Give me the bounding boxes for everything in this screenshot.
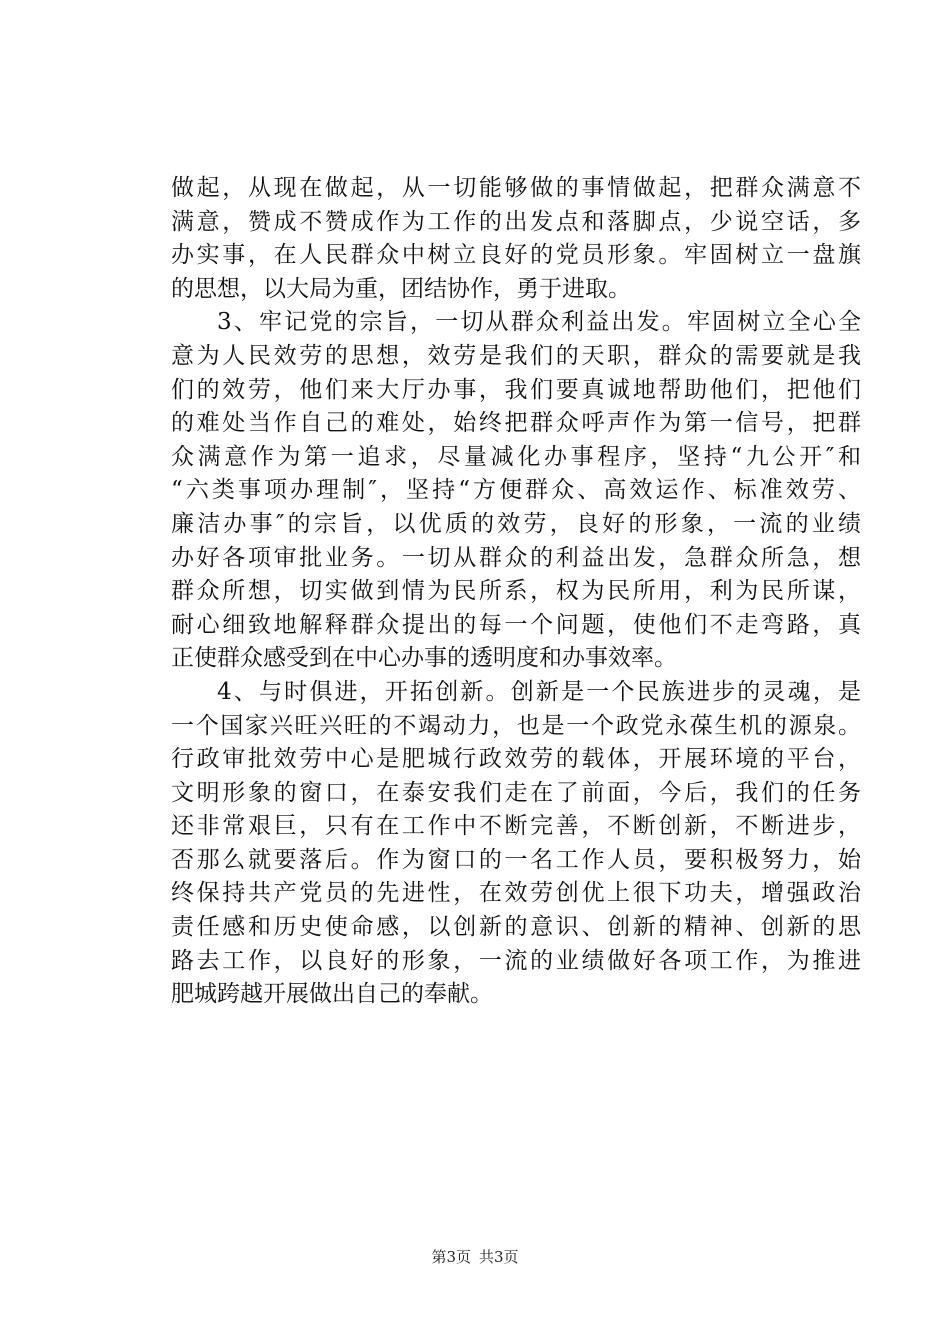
text-line: 终保持共产党员的先进性，在效劳创优上很下功夫，增强政治 [171, 880, 861, 907]
page-total: 共3页 [479, 1248, 519, 1266]
text-line: 路去工作，以良好的形象，一流的业绩做好各项工作，为推进 [171, 947, 861, 974]
text-line: 的难处当作自己的难处，始终把群众呼声作为第一信号，把群 [171, 410, 861, 437]
text-line: 的思想，以大局为重，团结协作，勇于进取。 [171, 275, 631, 302]
document-body [171, 172, 861, 1012]
text-line: 意为人民效劳的思想，效劳是我们的天职，群众的需要就是我 [171, 342, 861, 369]
page-number: 第3页 [431, 1248, 471, 1266]
text-line: “六类事项办理制″，坚持“方便群众、高效运作、标准效劳、 [171, 477, 861, 504]
text-line: 文明形象的窗口，在泰安我们走在了前面，今后，我们的任务 [171, 779, 861, 806]
text-line: 满意，赞成不赞成作为工作的出发点和落脚点，少说空话，多 [171, 208, 861, 235]
text-line: 否那么就要落后。作为窗口的一名工作人员，要积极努力，始 [171, 846, 861, 873]
text-line: 办好各项审批业务。一切从群众的利益出发，急群众所急，想 [171, 544, 861, 571]
text-line: 行政审批效劳中心是肥城行政效劳的载体，开展环境的平台， [171, 746, 861, 773]
text-line: 廉洁办事″的宗旨，以优质的效劳，良好的形象，一流的业绩 [171, 510, 861, 537]
text-line: 群众所想，切实做到情为民所系，权为民所用，利为民所谋， [171, 578, 861, 605]
text-line: 做起，从现在做起，从一切能够做的事情做起，把群众满意不 [171, 175, 861, 201]
paragraph-4-start: 4、与时俱进，开拓创新。创新是一个民族进步的灵魂，是 [217, 678, 861, 705]
text-line: 众满意作为第一追求，尽量减化办事程序，坚持“九公开″和 [171, 443, 861, 470]
text-line: 们的效劳，他们来大厅办事，我们要真诚地帮助他们，把他们 [171, 376, 861, 403]
text-line: 还非常艰巨，只有在工作中不断完善，不断创新，不断进步， [171, 813, 861, 840]
text-line: 一个国家兴旺兴旺的不竭动力，也是一个政党永葆生机的源泉。 [171, 712, 861, 739]
text-line: 责任感和历史使命感，以创新的意识、创新的精神、创新的思 [171, 914, 861, 941]
text-line: 正使群众感受到在中心办事的透明度和办事效率。 [171, 645, 677, 672]
page-footer [0, 1247, 950, 1267]
text-line: 办实事，在人民群众中树立良好的党员形象。牢固树立一盘旗 [171, 242, 861, 269]
text-line: 耐心细致地解释群众提出的每一个问题，使他们不走弯路，真 [171, 611, 861, 638]
text-line: 肥城跨越开展做出自己的奉献。 [171, 981, 493, 1008]
paragraph-3-start: 3、牢记党的宗旨，一切从群众利益出发。牢固树立全心全 [217, 309, 861, 336]
